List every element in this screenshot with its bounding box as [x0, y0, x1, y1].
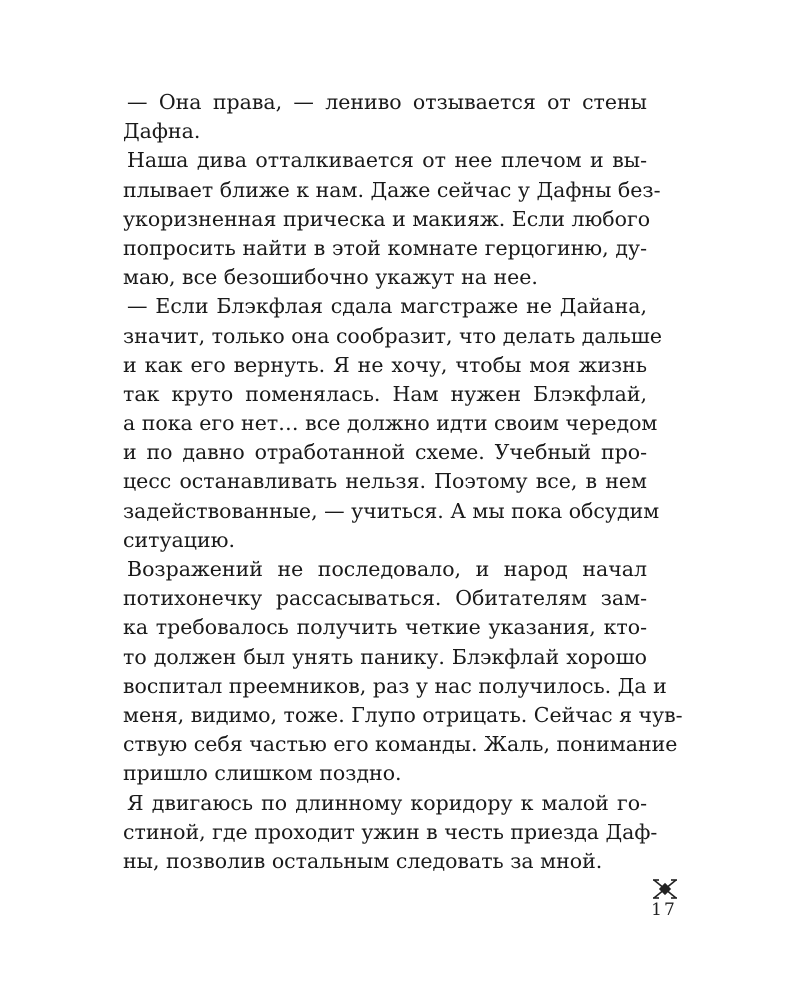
text-line: воспитал преемников, раз у нас получилось. Да и	[123, 673, 667, 698]
text-line: так круто поменялась. Нам нужен Блэкфлай,	[123, 381, 647, 406]
text-line: стиной, где проходит ужин в честь приезда Даф-	[123, 819, 658, 844]
text-line: задействованные, — учиться. А мы пока обсудим	[123, 498, 660, 523]
page-body-text	[123, 88, 683, 876]
text-line: и как его вернуть. Я не хочу, чтобы моя жизнь	[123, 352, 647, 377]
text-line: ствую себя частью его команды. Жаль, понимание	[123, 732, 678, 757]
crossed-ornament-icon	[650, 877, 680, 901]
text-line: укоризненная прическа и макияж. Если любого	[123, 206, 651, 231]
text-line: ситуацию.	[123, 527, 235, 552]
text-line: ны, позволив остальным следовать за мной.	[123, 848, 603, 873]
text-line: то должен был унять панику. Блэкфлай хорошо	[123, 644, 647, 669]
text-line: а пока его нет… все должно идти своим чередом	[123, 411, 658, 436]
text-line: Наша дива отталкивается от нее плечом и вы-	[127, 148, 647, 173]
text-line: меня, видимо, тоже. Глупо отрицать. Сейчас я чув-	[123, 702, 683, 727]
text-line: — Если Блэкфлая сдала магстраже не Дайана,	[127, 294, 647, 319]
text-line: попросить найти в этой комнате герцогиню, ду-	[123, 235, 647, 260]
text-line: потихонечку рассасываться. Обитателям зам-	[123, 586, 647, 611]
text-line: плывает ближе к нам. Даже сейчас у Дафны без-	[123, 177, 661, 202]
text-line: Возражений не последовало, и народ начал	[127, 557, 647, 581]
page-number: 17	[651, 900, 677, 920]
text-line: маю, все безошибочно укажут на нее.	[123, 265, 538, 290]
text-line: пришло слишком поздно.	[123, 761, 402, 786]
text-line: — Она права, — лениво отзывается от стены	[127, 90, 647, 114]
text-line: и по давно отработанной схеме. Учебный про-	[123, 440, 647, 465]
text-line: значит, только она сообразит, что делать дальше	[123, 323, 662, 348]
text-line: Дафна.	[123, 119, 201, 144]
text-line: Я двигаюсь по длинному коридору к малой го-	[127, 790, 647, 815]
text-line: ка требовалось получить четкие указания, кто-	[123, 615, 647, 640]
text-line: цесс останавливать нельзя. Поэтому все, в нем	[123, 469, 647, 494]
